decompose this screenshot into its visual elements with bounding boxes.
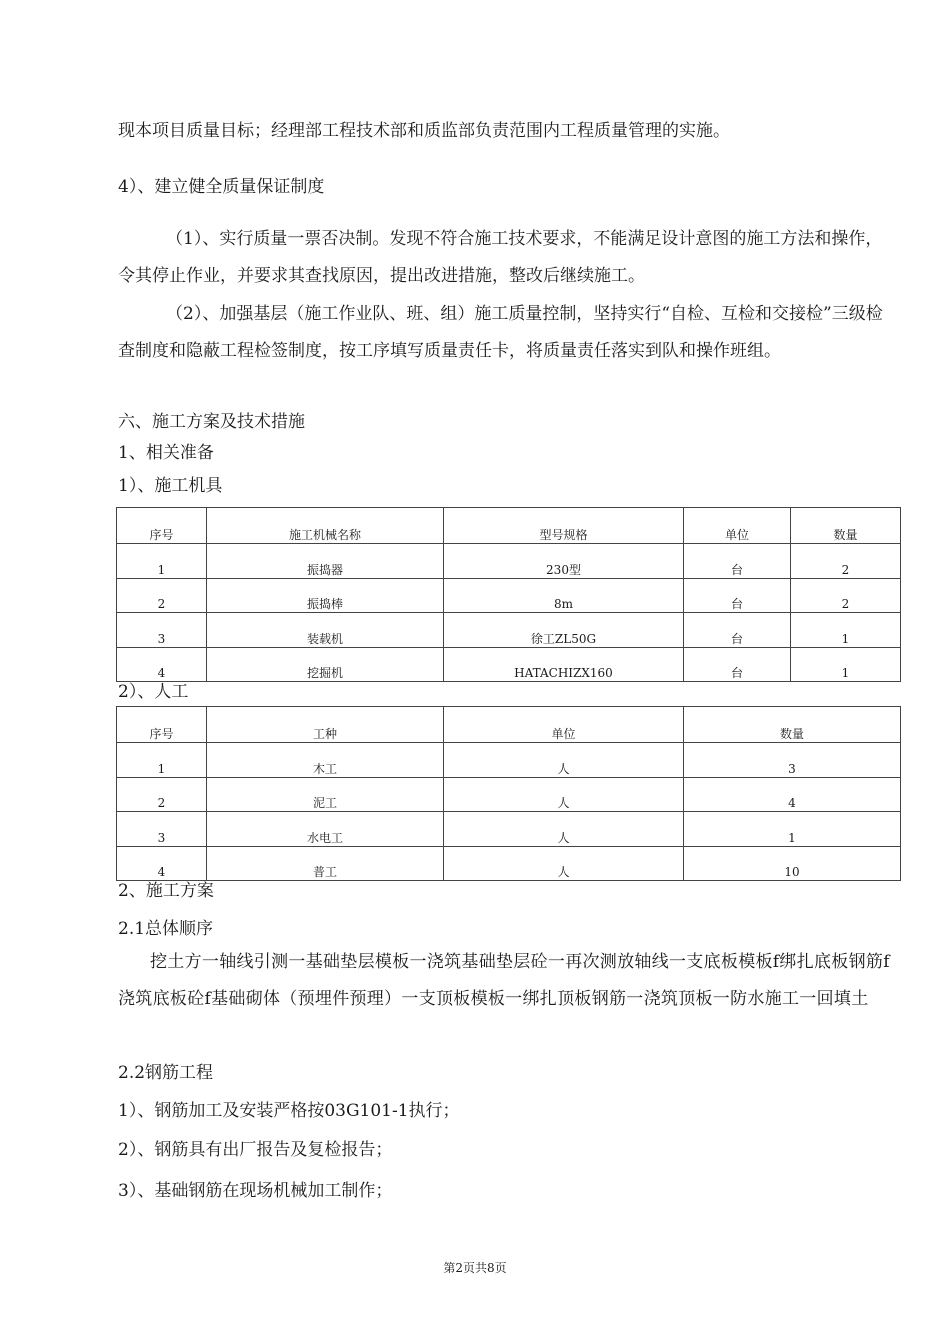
text-line: 1）、钢筋加工及安装严格按03G101-1执行； [118,1101,460,1121]
paragraph: （1）、实行质量一票否决制。发现不符合施工技术要求，不能满足设计意图的施工方法和操作，令其停止作业，并要求其查找原因，提出改进措施，整改后继续施工。 [118,229,883,286]
table-header-row [117,707,901,743]
table-cell: 2 [117,778,207,812]
table-cell: 木工 [207,743,444,778]
section-heading: 六、施工方案及技术措施 [118,412,305,432]
labor-table [116,706,901,881]
table-cell: 1 [684,812,901,847]
table-cell: 振捣棒 [207,579,444,613]
section-heading: 2）、人工 [118,682,189,702]
table-cell: 台 [684,613,791,648]
table-header: 施工机械名称 [207,508,444,544]
table-row [117,743,901,778]
table-header: 单位 [444,707,684,743]
table-cell: 台 [684,544,791,579]
section-heading: 2.2钢筋工程 [118,1063,214,1083]
table-cell: 台 [684,648,791,682]
section-heading: 4）、建立健全质量保证制度 [118,177,325,197]
section-heading: 2.1总体顺序 [118,919,214,939]
table-cell: 4 [117,648,207,682]
table-header: 工种 [207,707,444,743]
machines-table [116,507,901,682]
table-header: 型号规格 [444,508,684,544]
table-row [117,613,901,648]
table-cell: 徐工ZL50G [444,613,684,648]
table-row [117,579,901,613]
section-heading: 2、施工方案 [118,881,214,901]
table-cell: 普工 [207,847,444,881]
table-cell: 3 [117,812,207,847]
section-heading: 1、相关准备 [118,443,214,463]
table-cell: 台 [684,579,791,613]
paragraph: （2）、加强基层（施工作业队、班、组）施工质量控制，坚持实行“自检、互检和交接检”三级检查制度和隐蔽工程检签制度，按工序填写质量责任卡，将质量责任落实到队和操作班组。 [118,304,883,361]
table-cell: 人 [444,847,684,881]
table-header: 数量 [791,508,901,544]
table-cell: 8m [444,579,684,613]
table-cell: 1 [117,743,207,778]
table-cell: 3 [684,743,901,778]
table-cell: 振捣器 [207,544,444,579]
table-cell: 230型 [444,544,684,579]
paragraph: 挖土方一轴线引测一基础垫层模板一浇筑基础垫层砼一再次测放轴线一支底板模板f绑扎底板钢筋f浇筑底板砼f基础砌体（预埋件预理）一支顶板模板一绑扎顶板钢筋一浇筑顶板一防水施工一回填土 [118,952,890,1009]
table-cell: 2 [117,579,207,613]
table-header: 序号 [117,707,207,743]
table-cell: 水电工 [207,812,444,847]
table-cell: 人 [444,778,684,812]
table-row [117,812,901,847]
table-row [117,544,901,579]
table-cell: HATACHIZX160 [444,648,684,682]
table-header: 单位 [684,508,791,544]
table-cell: 装载机 [207,613,444,648]
table-cell: 挖掘机 [207,648,444,682]
table-cell: 4 [117,847,207,881]
text-line: 3）、基础钢筋在现场机械加工制作； [118,1181,393,1201]
table-cell: 4 [684,778,901,812]
table-cell: 2 [791,544,901,579]
table-cell: 3 [117,613,207,648]
table-cell: 1 [791,648,901,682]
table-cell: 1 [791,613,901,648]
page-footer: 第2页共8页 [443,1261,507,1275]
table-cell: 泥工 [207,778,444,812]
table-cell: 2 [791,579,901,613]
text-line: 现本项目质量目标；经理部工程技术部和质监部负责范围内工程质量管理的实施。 [118,121,730,141]
table-cell: 10 [684,847,901,881]
table-cell: 人 [444,812,684,847]
table-header: 数量 [684,707,901,743]
table-row [117,778,901,812]
section-heading: 1）、施工机具 [118,476,223,496]
table-header-row [117,508,901,544]
text-line: 2）、钢筋具有出厂报告及复检报告； [118,1140,393,1160]
table-row [117,648,901,682]
table-header: 序号 [117,508,207,544]
table-row [117,847,901,881]
table-cell: 1 [117,544,207,579]
table-cell: 人 [444,743,684,778]
